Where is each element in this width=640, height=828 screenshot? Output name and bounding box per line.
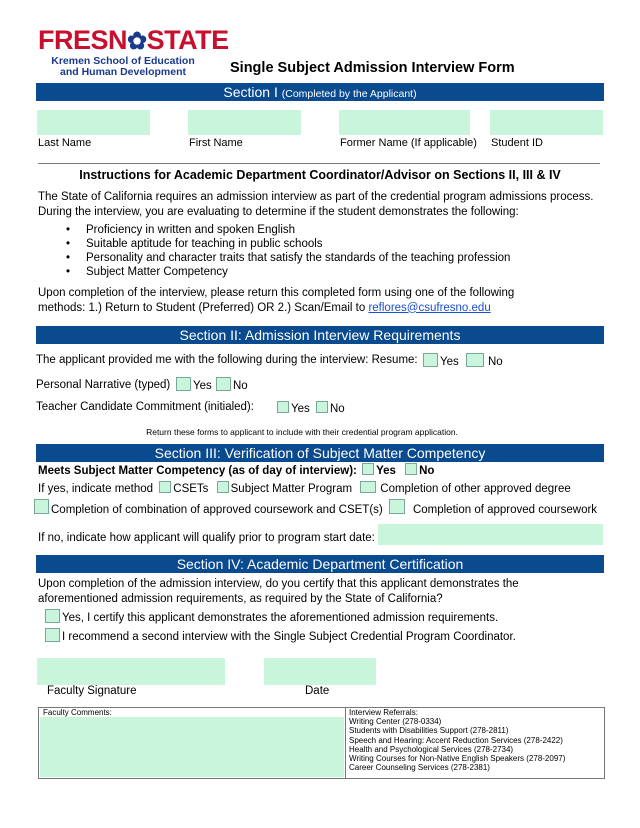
resume-label: The applicant provided me with the following during the interview: Resume: [36, 354, 418, 366]
combo-label: Completion of combination of approved coursework and CSET(s) [51, 504, 383, 516]
if-no-label: If no, indicate how applicant will qualify prior to program start date: [38, 532, 375, 544]
coursework-label: Completion of approved coursework [412, 504, 598, 516]
degree-label: Completion of other approved degree [380, 483, 571, 495]
qualification-plan-field[interactable] [378, 524, 603, 545]
checkbox[interactable] [216, 377, 231, 391]
date-field[interactable] [264, 658, 376, 685]
section1-title: Section I [223, 84, 278, 100]
no-label: No [329, 403, 345, 415]
section1-header [36, 83, 604, 101]
method-label: If yes, indicate method [38, 483, 154, 495]
requirements-list [38, 223, 598, 279]
second-interview-label: I recommend a second interview with the Single Subject Credential Program Coordinator. [62, 631, 516, 643]
date-label: Date [305, 685, 330, 697]
combo-row [34, 499, 597, 518]
csets-label: CSETs [173, 483, 209, 495]
comments-referrals-box [38, 707, 605, 779]
checkbox[interactable] [176, 377, 191, 391]
certify-label: Yes, I certify this applicant demonstrates the aforementioned admission requirements. [62, 612, 499, 624]
certification-question-line2: aforementioned admission requirements, as required by the State of California? [38, 592, 443, 605]
referrals-title: Interview Referrals: [349, 708, 418, 717]
no-label: No [488, 356, 503, 368]
section3-header: Section III: Verification of Subject Matter Competency [36, 444, 604, 462]
narrative-label: Personal Narrative (typed) [36, 379, 171, 391]
checkbox[interactable] [316, 401, 328, 413]
school-name [48, 56, 198, 78]
return-forms-note: Return these forms to applicant to include with their credential program application. [146, 427, 458, 437]
yes-label: Yes [440, 356, 459, 368]
meets-competency-label: Meets Subject Matter Competency (as of day of interview): [38, 465, 357, 477]
list-item: • Proficiency in written and spoken English [38, 223, 598, 237]
checkbox[interactable] [277, 401, 289, 413]
checkbox[interactable] [423, 353, 438, 367]
logo-text-state: STATE [146, 25, 229, 55]
checkbox[interactable] [466, 353, 484, 367]
list-item: • Subject Matter Competency [38, 265, 598, 279]
checkbox[interactable] [159, 481, 171, 493]
first-name-label: First Name [189, 137, 243, 149]
second-interview-option[interactable] [45, 628, 516, 645]
form-title: Single Subject Admission Interview Form [230, 60, 515, 76]
yes-label: Yes [376, 465, 396, 477]
instructions-heading: Instructions for Academic Department Coordinator/Advisor on Sections II, III & IV [79, 168, 561, 182]
school-name-line1: Kremen School of Education [51, 55, 195, 67]
checkbox[interactable] [45, 609, 60, 623]
faculty-comments-label: Faculty Comments: [43, 708, 112, 717]
referral-item: Career Counseling Services (278-2381) [349, 763, 490, 773]
method-row [38, 481, 571, 497]
checkbox[interactable] [389, 499, 405, 514]
no-label: No [419, 465, 435, 477]
yes-label: Yes [291, 403, 310, 415]
faculty-signature-field[interactable] [37, 658, 225, 685]
checkbox[interactable] [45, 628, 60, 642]
certification-question [38, 577, 603, 606]
school-name-line2: and Human Development [59, 66, 187, 78]
checkbox[interactable] [217, 481, 229, 493]
checkbox[interactable] [362, 463, 374, 475]
former-name-label: Former Name (If applicable) [340, 137, 477, 149]
last-name-field[interactable] [37, 110, 150, 135]
first-name-field[interactable] [188, 110, 301, 135]
section1-subtitle: (Completed by the Applicant) [281, 88, 417, 100]
program-label: Subject Matter Program [230, 483, 353, 495]
return-instructions [38, 286, 603, 315]
student-id-field[interactable] [490, 110, 603, 135]
list-item: • Suitable aptitude for teaching in public schools [38, 237, 598, 251]
referral-item: Health and Psychological Services (278-2734) [349, 744, 514, 754]
faculty-signature-label: Faculty Signature [47, 685, 137, 697]
instructions-paragraph: The State of California requires an admission interview as part of the credential program admissions process. During the interview, you are evaluating to determine if the student demonstrates the following: [38, 191, 594, 218]
faculty-comments-area [39, 708, 346, 778]
return-instructions-line1: Upon completion of the interview, please return this completed form using one of the following [38, 287, 515, 299]
email-link[interactable]: reflores@csufresno.edu [368, 301, 491, 314]
certification-question-line1: Upon completion of the admission interview, do you certify that this applicant demonstrates the [38, 578, 519, 590]
meets-competency-row [38, 463, 434, 479]
student-id-label: Student ID [491, 137, 543, 149]
checkbox[interactable] [34, 499, 49, 514]
commitment-options[interactable] [277, 401, 345, 417]
referral-item: Students with Disabilities Support (278-2811) [349, 726, 509, 736]
section2-header: Section II: Admission Interview Requirements [36, 326, 604, 344]
checkbox[interactable] [405, 463, 417, 475]
divider [38, 163, 600, 164]
referral-item: Speech and Hearing: Accent Reduction Services (278-2422) [349, 735, 563, 745]
checkbox[interactable] [360, 481, 376, 493]
resume-yes-option[interactable] [423, 353, 459, 370]
narrative-options[interactable] [176, 377, 248, 394]
former-name-field[interactable] [339, 110, 470, 135]
no-label: No [232, 380, 248, 392]
interview-referrals [349, 708, 565, 772]
last-name-label: Last Name [38, 137, 92, 149]
paw-icon: ✿ [127, 28, 147, 55]
faculty-comments-field[interactable] [40, 717, 344, 777]
list-item: • Personality and character traits that satisfy the standards of the teaching profession [38, 251, 598, 265]
resume-no-option[interactable] [466, 353, 503, 370]
university-logo [38, 27, 229, 55]
return-instructions-line2: methods: 1.) Return to Student (Preferred) OR 2.) Scan/Email to [38, 301, 369, 314]
section4-header: Section IV: Academic Department Certification [36, 555, 604, 573]
referral-item: Writing Courses for Non-Native English Speakers (278-2097) [349, 754, 566, 764]
certify-option[interactable] [45, 609, 498, 626]
yes-label: Yes [193, 380, 212, 392]
referral-item: Writing Center (278-0334) [349, 717, 442, 727]
commitment-label: Teacher Candidate Commitment (initialed): [36, 401, 254, 413]
logo-text-fresno: FRESN [38, 25, 128, 55]
